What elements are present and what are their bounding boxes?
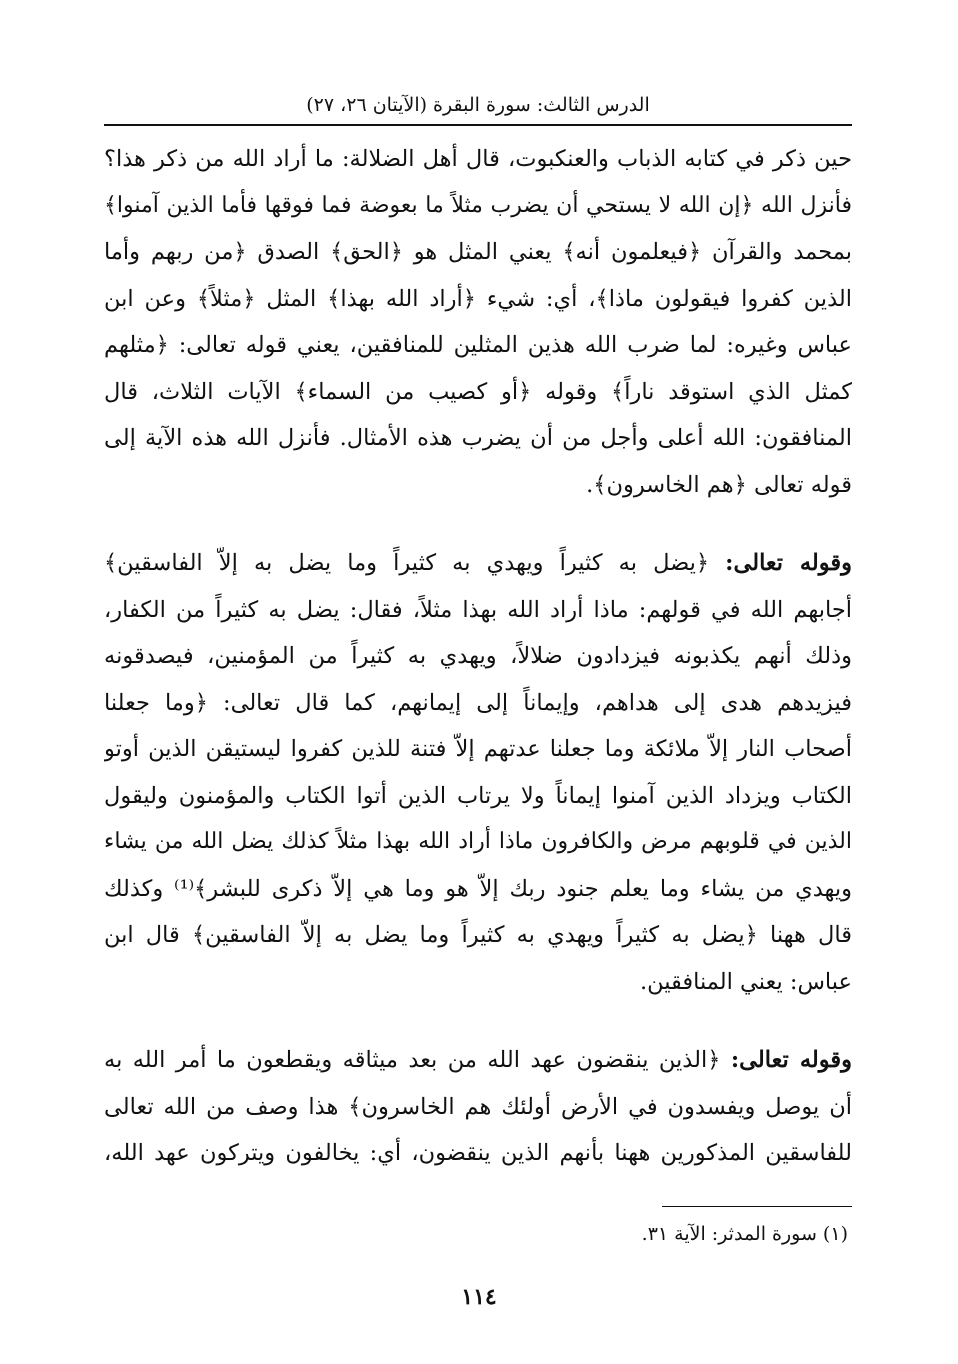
text-line: أن يوصل ويفسدون في الأرض أولئك هم الخاسرون﴾ هذا وصف من الله تعالى bbox=[104, 1093, 852, 1120]
verse-lead: وقوله تعالى: bbox=[730, 1047, 852, 1073]
text-line: الذين في قلوبهم مرض والكافرون ماذا أراد الله بهذا مثلاً كذلك يضل الله من يشاء bbox=[104, 829, 852, 854]
text-line: الذين كفروا فيقولون ماذا﴾، أي: شيء ﴿أراد الله بهذا﴾ المثل ﴿مثلاً﴾ وعن ابن bbox=[104, 285, 852, 312]
paragraph-3 bbox=[104, 1037, 852, 1177]
paragraph-1 bbox=[104, 136, 852, 508]
text-line: وذلك أنهم يكذبونه فيزدادون ضلالاً، ويهدي به كثيراً من المؤمنين، فيصدقونه bbox=[104, 643, 852, 669]
text-line bbox=[104, 540, 852, 587]
text-line: فأنزل الله ﴿إن الله لا يستحي أن يضرب مثلاً ما بعوضة فما فوقها فأما الذين آمنوا﴾ bbox=[104, 192, 852, 218]
text-line: المنافقون: الله أعلى وأجل من أن يضرب هذه الأمثال. فأنزل الله هذه الآية إلى bbox=[104, 425, 852, 451]
text-line: للفاسقين المذكورين ههنا بأنهم الذين ينقضون، أي: يخالفون ويتركون عهد الله، bbox=[104, 1140, 852, 1166]
text-line: حين ذكر في كتابه الذباب والعنكبوت، قال أهل الضلالة: ما أراد الله من ذكر هذا؟ bbox=[104, 146, 852, 172]
running-header: الدرس الثالث: سورة البقرة (الآيتان ٢٦، ٢٧) bbox=[306, 94, 650, 116]
text-line: عباس: يعني المنافقين. bbox=[639, 968, 852, 995]
page-number: ١١٤ bbox=[461, 1284, 497, 1310]
verse-text: ﴿الذين ينقضون عهد الله من بعد ميثاقه ويقطعون ما أمر الله به bbox=[104, 1047, 731, 1073]
text-line: عباس وغيره: لما ضرب الله هذين المثلين للمنافقين، يعني قوله تعالى: ﴿مثلهم bbox=[104, 332, 852, 358]
text-line: فيزيدهم هدى إلى هداهم، وإيماناً إلى إيمانهم، كما قال تعالى: ﴿وما جعلنا bbox=[104, 689, 852, 716]
text-line: قال ههنا ﴿يضل به كثيراً ويهدي به كثيراً وما يضل به إلاّ الفاسقين﴾ قال ابن bbox=[104, 922, 852, 948]
text-line: قوله تعالى ﴿هم الخاسرون﴾. bbox=[586, 471, 852, 498]
paragraph-2 bbox=[104, 540, 852, 1005]
text-line: أصحاب النار إلاّ ملائكة وما جعلنا عدتهم إلاّ فتنة للذين كفروا ليستيقن الذين أوتو bbox=[104, 736, 852, 762]
text-line: ويهدي من يشاء وما يعلم جنود ربك إلاّ هو وما هي إلاّ ذكرى للبشر﴾⁽¹⁾ وكذلك bbox=[104, 875, 852, 902]
verse-lead: وقوله تعالى: bbox=[725, 550, 852, 576]
text-line: بمحمد والقرآن ﴿فيعلمون أنه﴾ يعني المثل هو ﴿الحق﴾ الصدق ﴿من ربهم وأما bbox=[104, 239, 852, 265]
verse-text: ﴿يضل به كثيراً ويهدي به كثيراً وما يضل به إلاّ الفاسقين﴾ bbox=[104, 550, 726, 576]
text-line bbox=[104, 1037, 852, 1084]
footnote: (١) سورة المدثر: الآية ٣١. bbox=[641, 1223, 848, 1245]
text-line: أجابهم الله في قولهم: ماذا أراد الله بهذا مثلاً، فقال: يضل به كثيراً من الكفار، bbox=[104, 596, 852, 623]
text-line: كمثل الذي استوقد ناراً﴾ وقوله ﴿أو كصيب من السماء﴾ الآيات الثلاث، قال bbox=[104, 378, 852, 405]
header-divider bbox=[104, 124, 852, 126]
main-text bbox=[104, 136, 852, 1177]
footnote-divider bbox=[662, 1206, 852, 1207]
text-line: الكتاب ويزداد الذين آمنوا إيماناً ولا يرتاب الذين أتوا الكتاب والمؤمنون وليقول bbox=[104, 782, 852, 809]
